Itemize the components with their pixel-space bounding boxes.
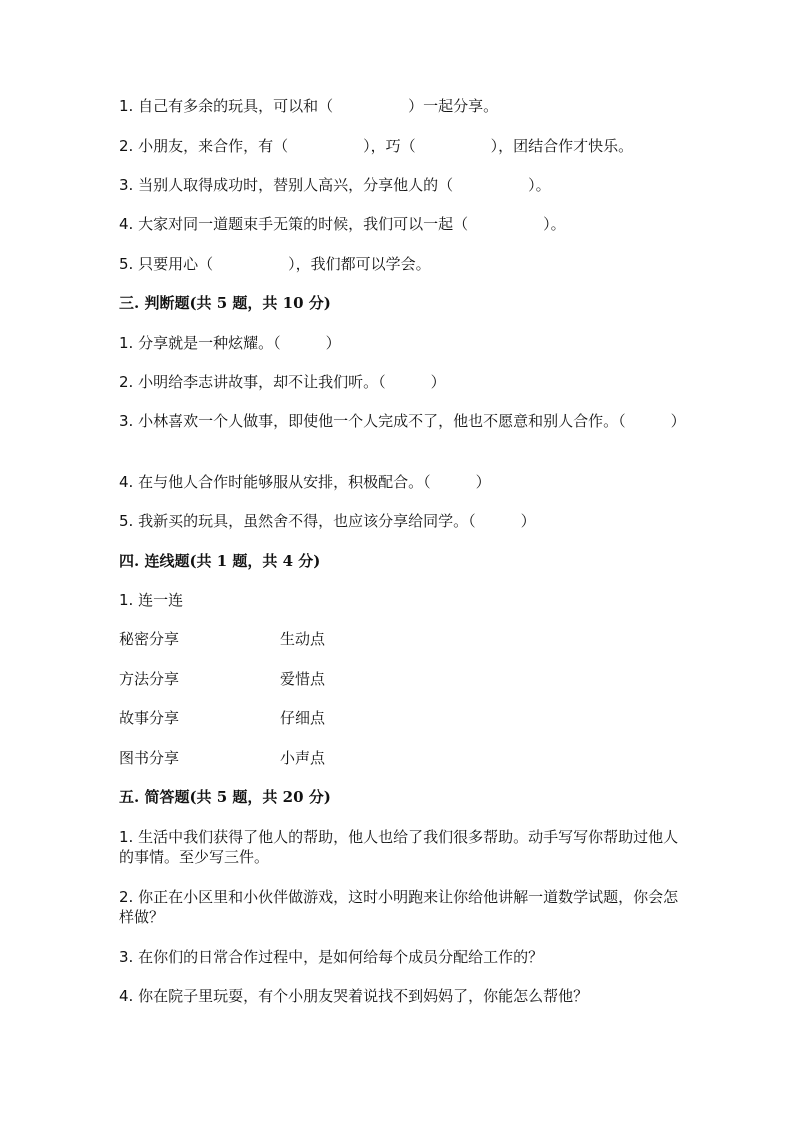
short-answer-item-4: 4. 你在院子里玩耍，有个小朋友哭着说找不到妈妈了，你能怎么帮他？ (119, 987, 589, 1005)
judgment-item-1: 1. 分享就是一种炫耀。（ ） (119, 334, 341, 352)
judgment-item-2: 2. 小明给李志讲故事，却不让我们听。（ ） (119, 373, 446, 391)
matching-left-3: 故事分享 (119, 709, 180, 727)
matching-heading: 四. 连线题(共 1 题，共 4 分) (119, 552, 321, 570)
fill-blank-item-1: 1. 自己有多余的玩具，可以和（ ）一起分享。 (119, 97, 499, 115)
fill-blank-item-4: 4. 大家对同一道题束手无策的时候，我们可以一起（ ）。 (119, 215, 566, 233)
matching-left-4: 图书分享 (119, 749, 180, 767)
judgment-heading: 三. 判断题(共 5 题，共 10 分) (119, 294, 331, 312)
matching-right-1: 生动点 (280, 630, 326, 648)
short-answer-item-3: 3. 在你们的日常合作过程中，是如何给每个成员分配给工作的？ (119, 948, 544, 966)
matching-question: 1. 连一连 (119, 591, 184, 609)
fill-blank-item-3: 3. 当别人取得成功时，替别人高兴，分享他人的（ ）。 (119, 176, 551, 194)
short-answer-heading: 五. 简答题(共 5 题，共 20 分) (119, 788, 331, 806)
judgment-item-5: 5. 我新买的玩具，虽然舍不得，也应该分享给同学。（ ） (119, 512, 536, 530)
judgment-item-3: 3. 小林喜欢一个人做事，即使他一个人完成不了，他也不愿意和别人合作。（ ） (119, 412, 686, 430)
fill-blank-item-5: 5. 只要用心（ ），我们都可以学会。 (119, 255, 431, 273)
fill-blank-item-2: 2. 小朋友，来合作，有（ ），巧（ ），团结合作才快乐。 (119, 137, 634, 155)
matching-right-3: 仔细点 (280, 709, 326, 727)
matching-left-1: 秘密分享 (119, 630, 180, 648)
short-answer-item-2: 2. 你正在小区里和小伙伴做游戏，这时小明跑来让你给他讲解一道数学试题，你会怎样做？ (119, 888, 679, 926)
matching-left-2: 方法分享 (119, 670, 180, 688)
matching-right-4: 小声点 (280, 749, 326, 767)
matching-right-2: 爱惜点 (280, 670, 326, 688)
judgment-item-4: 4. 在与他人合作时能够服从安排，积极配合。（ ） (119, 473, 491, 491)
short-answer-item-1: 1. 生活中我们获得了他人的帮助，他人也给了我们很多帮助。动手写写你帮助过他人的事情。至少写三件。 (119, 828, 679, 866)
